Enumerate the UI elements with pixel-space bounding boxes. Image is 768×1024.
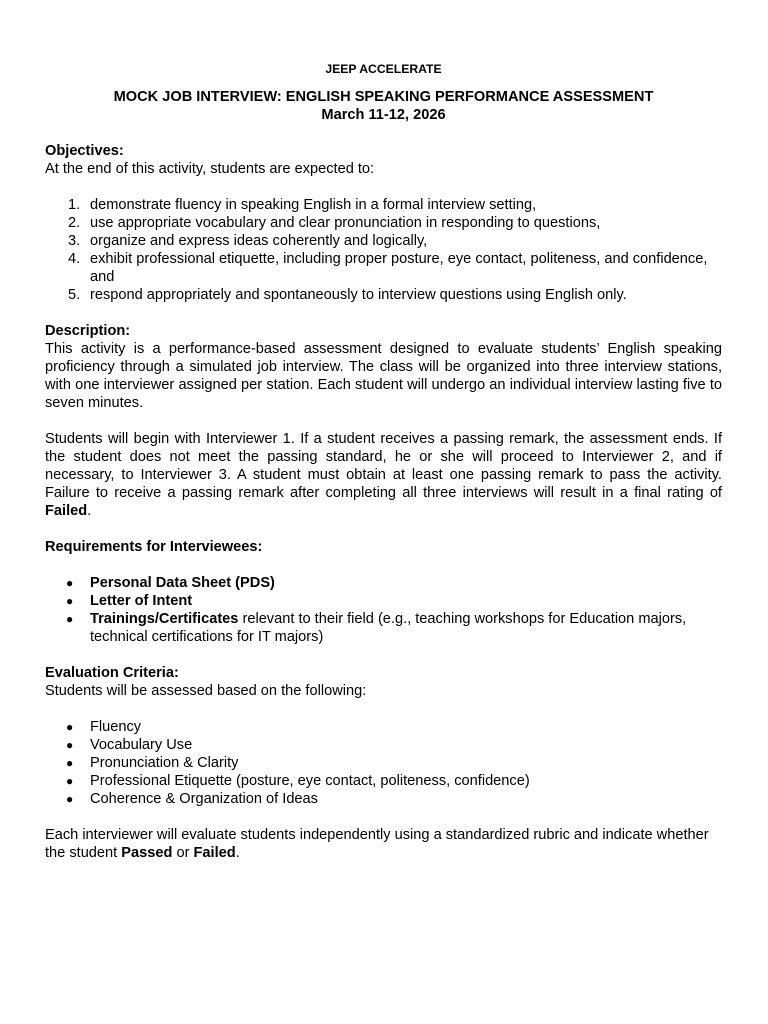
description-heading: Description:: [45, 323, 131, 339]
document-date: March 11-12, 2026: [321, 107, 446, 123]
list-item-text: respond appropriately and spontaneously to interview questions using English only.: [90, 287, 627, 303]
requirements-list: [45, 574, 722, 646]
bullet-icon: ●: [66, 774, 74, 788]
requirement-name: Personal Data Sheet (PDS): [90, 575, 275, 591]
list-item-text: organize and express ideas coherently and logically,: [90, 233, 428, 249]
list-item: [45, 196, 722, 214]
list-number: 1.: [68, 197, 81, 213]
objectives-heading: Objectives:: [45, 143, 124, 159]
criterion-text: Pronunciation & Clarity: [90, 755, 239, 771]
evaluation-list: [45, 718, 722, 808]
objectives-section: [45, 142, 722, 304]
objectives-list: [45, 196, 722, 304]
bullet-icon: ●: [66, 576, 74, 590]
description-paragraph: This activity is a performance-based assessment designed to evaluate students’ English speaking proficiency through a simulated job interview. The class will be organized into three interview stations, with one interviewer assigned per station. Each student will undergo an individual interview lasting five to seven minutes.: [45, 341, 722, 411]
evaluation-section: [45, 664, 722, 862]
list-number: 5.: [68, 287, 81, 303]
requirement-name: Trainings/Certificates: [90, 611, 239, 627]
criterion-text: Vocabulary Use: [90, 737, 193, 753]
bullet-icon: ●: [66, 756, 74, 770]
paragraph-text: or: [172, 845, 194, 861]
list-item: [45, 736, 722, 754]
list-item: [45, 286, 722, 304]
evaluation-intro: Students will be assessed based on the following:: [45, 683, 367, 699]
criterion-text: Professional Etiquette (posture, eye contact, politeness, confidence): [90, 773, 530, 789]
list-item-text: exhibit professional etiquette, including proper posture, eye contact, politeness, and confidence, and: [90, 251, 708, 285]
objectives-intro: At the end of this activity, students are expected to:: [45, 161, 375, 177]
failed-emphasis: Failed: [45, 503, 88, 519]
list-item: [45, 772, 722, 790]
document-title: MOCK JOB INTERVIEW: ENGLISH SPEAKING PERFORMANCE ASSESSMENT: [113, 89, 654, 105]
list-item: [45, 250, 722, 286]
paragraph-text: Students will begin with Interviewer 1. If a student receives a passing remark, the assessment ends. If the student does not meet the passing standard, he or she will proceed to Interviewer 2, and if necessary, to Interviewer 3. A student must obtain at least one passing remark to pass the activity. Failure to receive a passing remark after completing all three interviews will result in a final rating of: [45, 431, 722, 501]
bullet-icon: ●: [66, 720, 74, 734]
list-number: 2.: [68, 215, 81, 231]
passed-emphasis: Passed: [121, 845, 173, 861]
evaluation-closing: [45, 826, 722, 862]
organization-name: JEEP ACCELERATE: [325, 62, 442, 76]
list-number: 3.: [68, 233, 81, 249]
list-number: 4.: [68, 251, 81, 267]
document-page: [45, 60, 722, 862]
list-item: [45, 754, 722, 772]
paragraph-text: Each interviewer will evaluate students independently using a standardized rubric and indicate whether the student: [45, 827, 709, 861]
list-item: [45, 592, 722, 610]
failed-emphasis: Failed: [193, 845, 236, 861]
list-item: [45, 214, 722, 232]
criterion-text: Fluency: [90, 719, 142, 735]
description-section: [45, 322, 722, 520]
list-item: [45, 574, 722, 592]
list-item: [45, 790, 722, 808]
description-paragraph: [45, 430, 722, 520]
evaluation-heading: Evaluation Criteria:: [45, 665, 179, 681]
list-item-text: use appropriate vocabulary and clear pronunciation in responding to questions,: [90, 215, 601, 231]
criterion-text: Coherence & Organization of Ideas: [90, 791, 318, 807]
requirement-detail: relevant to their field (e.g., teaching workshops for Education majors, technical certifications for IT majors): [90, 611, 687, 645]
list-item: [45, 232, 722, 250]
bullet-icon: ●: [66, 738, 74, 752]
paragraph-end: .: [87, 503, 92, 519]
requirement-name: Letter of Intent: [90, 593, 193, 609]
requirements-section: [45, 538, 722, 646]
bullet-icon: ●: [66, 792, 74, 806]
bullet-icon: ●: [66, 612, 74, 626]
list-item: [45, 610, 722, 646]
list-item: [45, 718, 722, 736]
paragraph-end: .: [235, 845, 240, 861]
requirements-heading: Requirements for Interviewees:: [45, 539, 263, 555]
bullet-icon: ●: [66, 594, 74, 608]
list-item-text: demonstrate fluency in speaking English in a formal interview setting,: [90, 197, 537, 213]
